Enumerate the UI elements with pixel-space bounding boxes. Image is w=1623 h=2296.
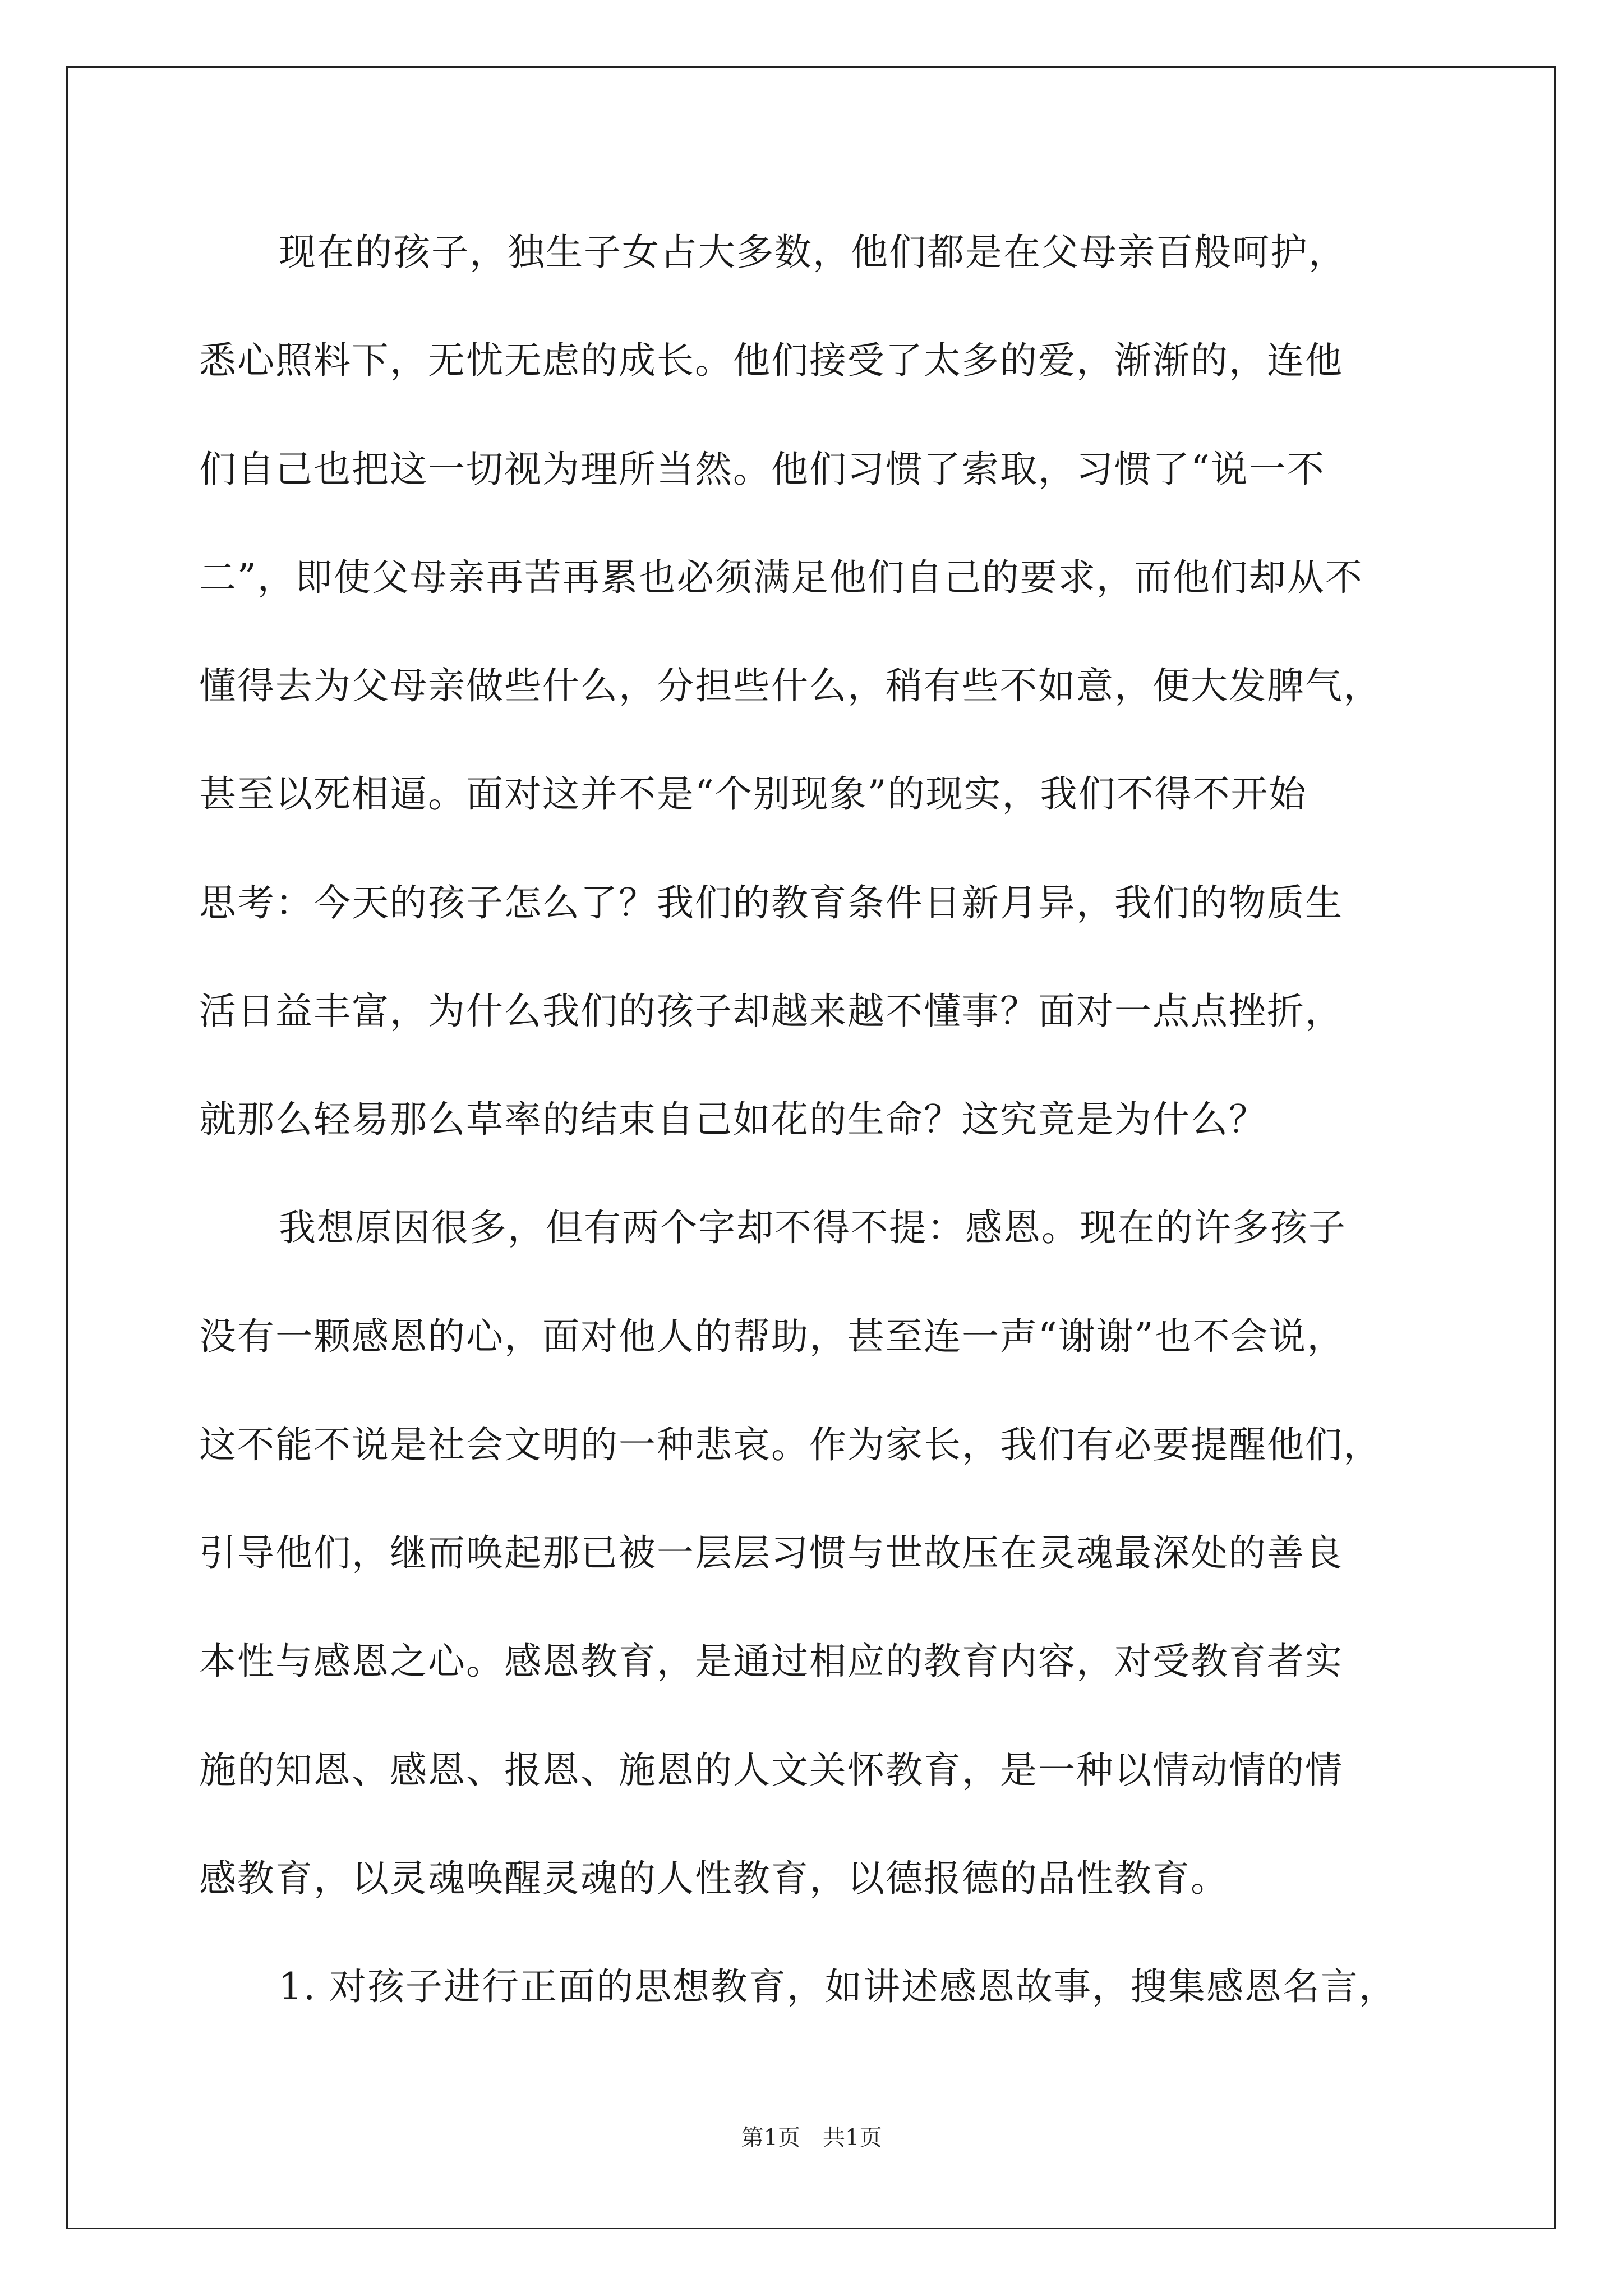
paragraph-2-line-7: 感教育，以灵魂唤醒灵魂的人性教育，以德报德的品性教育。: [199, 1857, 1229, 1900]
paragraph-2-line-1: 我想原因很多，但有两个字却不得不提：感恩。现在的许多孩子: [279, 1206, 1347, 1249]
paragraph-1-line-7: 思考：今天的孩子怎么了？我们的教育条件日新月异，我们的物质生: [199, 881, 1343, 924]
paragraph-2-line-5: 本性与感恩之心。感恩教育，是通过相应的教育内容，对受教育者实: [199, 1640, 1343, 1683]
page-border: [66, 66, 1556, 2229]
paragraph-1-line-1: 现在的孩子，独生子女占大多数，他们都是在父母亲百般呵护，: [279, 231, 1347, 274]
paragraph-2-line-6: 施的知恩、感恩、报恩、施恩的人文关怀教育，是一种以情动情的情: [199, 1749, 1343, 1792]
paragraph-1-line-4: 二”，即使父母亲再苦再累也必须满足他们自己的要求，而他们却从不: [199, 556, 1363, 599]
paragraph-2-line-2: 没有一颗感恩的心，面对他人的帮助，甚至连一声“谢谢”也不会说，: [199, 1315, 1345, 1358]
paragraph-1-line-6: 甚至以死相逼。面对这并不是“个别现象”的现实，我们不得不开始: [199, 772, 1307, 816]
paragraph-3-line-1: 1. 对孩子进行正面的思想教育，如讲述感恩故事，搜集感恩名言，: [279, 1965, 1397, 2008]
paragraph-2-line-3: 这不能不说是社会文明的一种悲哀。作为家长，我们有必要提醒他们，: [199, 1423, 1381, 1466]
paragraph-2-line-4: 引导他们，继而唤起那已被一层层习惯与世故压在灵魂最深处的善良: [199, 1531, 1343, 1575]
paragraph-1-line-2: 悉心照料下，无忧无虑的成长。他们接受了太多的爱，渐渐的，连他: [199, 339, 1343, 382]
page-footer: 第1页 共1页: [741, 2125, 882, 2151]
paragraph-1-line-8: 活日益丰富，为什么我们的孩子却越来越不懂事？面对一点点挫折，: [199, 990, 1343, 1033]
paragraph-1-line-3: 们自己也把这一切视为理所当然。他们习惯了索取，习惯了“说一不: [199, 448, 1325, 491]
paragraph-1-line-9: 就那么轻易那么草率的结束自己如花的生命？这究竟是为什么？: [199, 1098, 1267, 1141]
paragraph-1-line-5: 懂得去为父母亲做些什么，分担些什么，稍有些不如意，便大发脾气，: [199, 664, 1381, 707]
